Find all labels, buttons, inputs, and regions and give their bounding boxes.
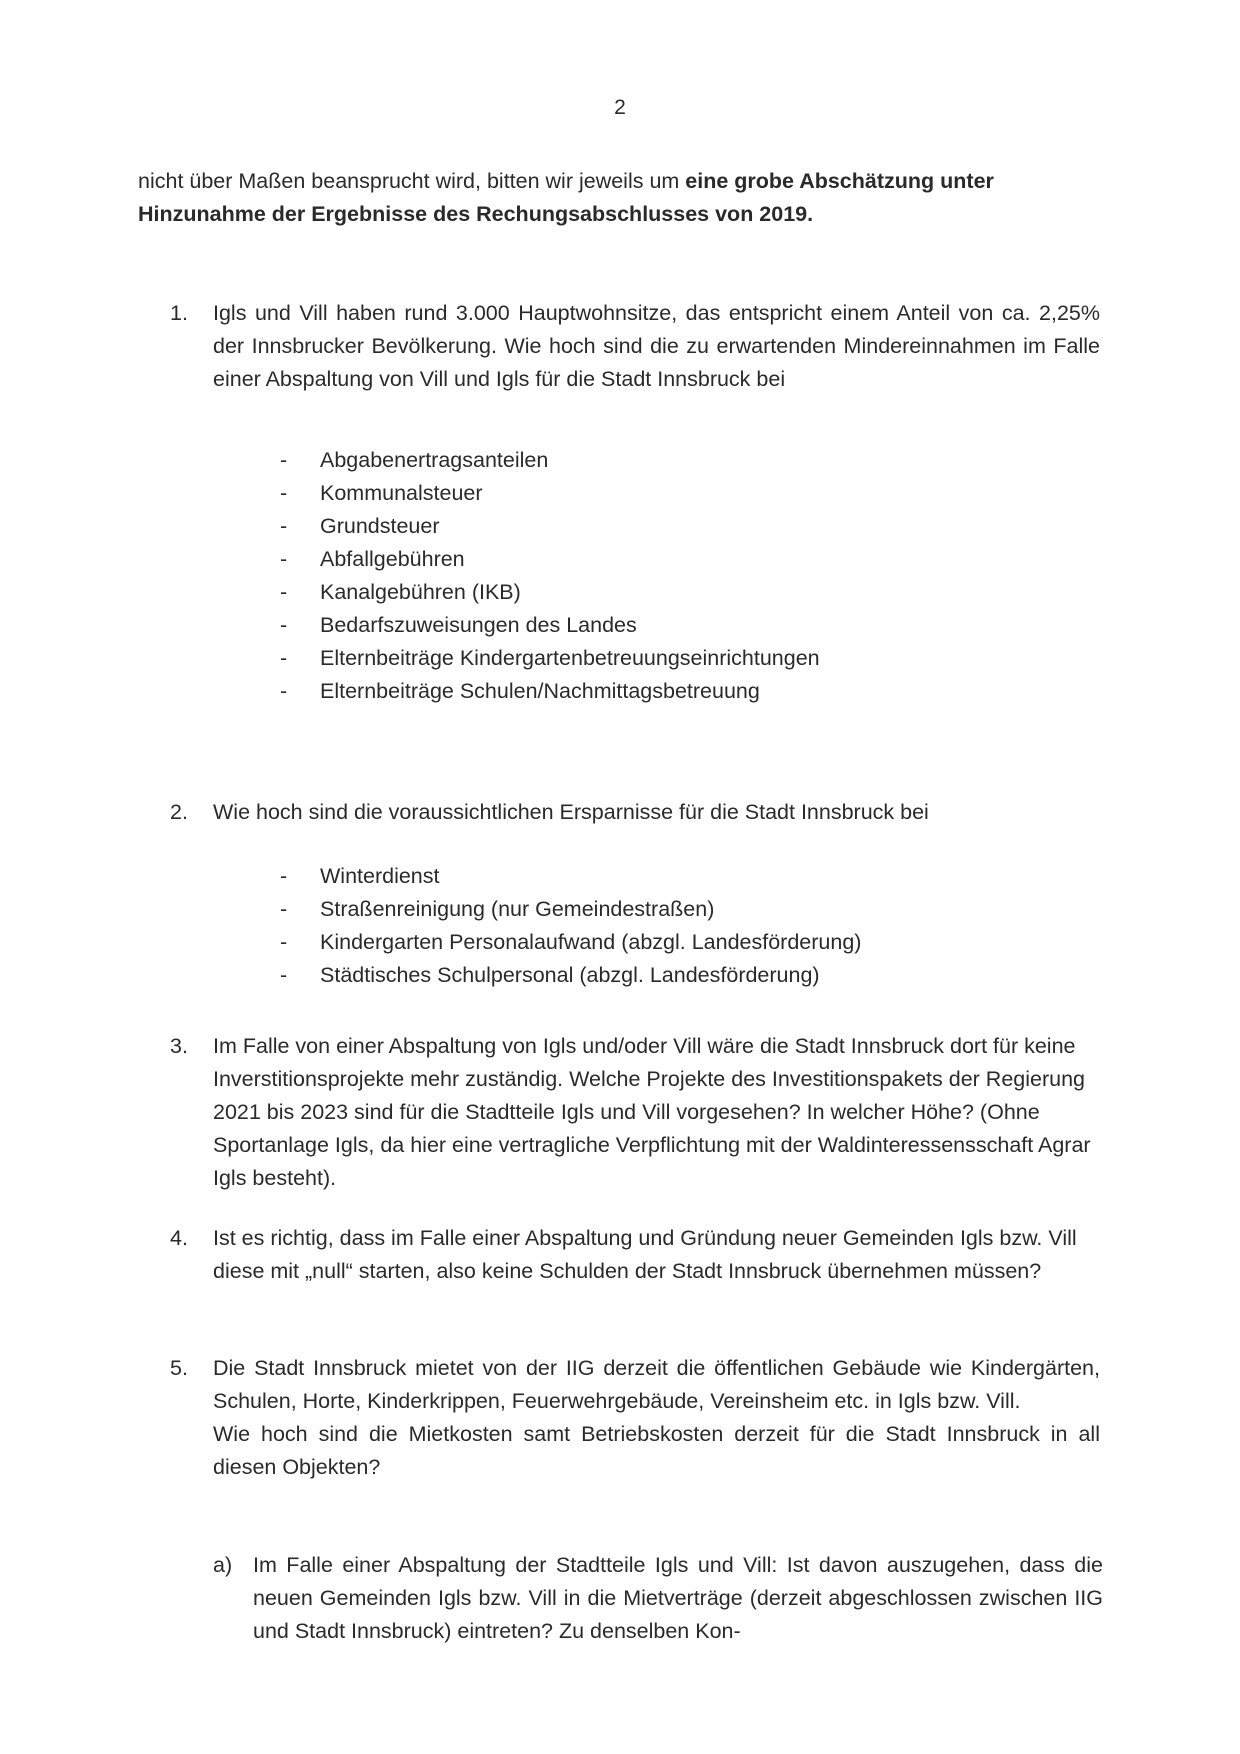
list-item: - Kindergarten Personalaufwand (abzgl. Landesförderung)	[280, 930, 862, 954]
list-item: - Kommunalsteuer	[280, 481, 483, 505]
list-item: - Straßenreinigung (nur Gemeindestraßen)	[280, 897, 715, 921]
question-text: Igls und Vill haben rund 3.000 Hauptwohnsitze, das entspricht einem Anteil von ca. 2,25% der Innsbrucker Bevölkerung. Wie hoch sind die zu erwartenden Mindereinnahmen im Falle einer Abspaltung von Vill und Igls für die Stadt Innsbruck bei	[213, 301, 1100, 391]
list-item: - Abgabenertragsanteilen	[280, 448, 549, 472]
intro-text: nicht über Maßen beansprucht wird, bitten wir jeweils um	[138, 169, 686, 193]
sub-question-a	[213, 1549, 1103, 1648]
question-number: 5.	[170, 1356, 188, 1380]
list-item: - Elternbeiträge Schulen/Nachmittagsbetreuung	[280, 679, 760, 703]
list-item: - Kanalgebühren (IKB)	[280, 580, 521, 604]
question-text: Wie hoch sind die voraussichtlichen Ersparnisse für die Stadt Innsbruck bei	[213, 800, 929, 824]
bullet-list-1	[280, 444, 820, 708]
question-5	[170, 1352, 1100, 1484]
question-text: Ist es richtig, dass im Falle einer Abspaltung und Gründung neuer Gemeinden Igls bzw. Vill diese mit „null“ starten, also keine Schulden der Stadt Innsbruck übernehmen müssen?	[213, 1226, 1077, 1283]
question-3	[170, 1030, 1100, 1195]
page-number: 2	[614, 96, 626, 119]
question-text: Im Falle von einer Abspaltung von Igls und/oder Vill wäre die Stadt Innsbruck dort für keine Inverstitionsprojekte mehr zuständig. Welche Projekte des Investitionspakets der Regierung 2021 bis 2023 sind für die Stadtteile Igls und Vill vorgesehen? In welcher Höhe? (Ohne Sportanlage Igls, da hier eine vertragliche Verpflichtung mit der Waldinteressensschaft Agrar Igls besteht).	[213, 1034, 1091, 1190]
question-4	[170, 1222, 1100, 1288]
sub-question-number: a)	[213, 1553, 233, 1577]
question-text: Die Stadt Innsbruck mietet von der IIG derzeit die öffentlichen Gebäude wie Kindergärten, Schulen, Horte, Kinderkrippen, Feuerwehrgebäude, Vereinsheim etc. in Igls bzw. Vill.	[213, 1356, 1100, 1413]
list-item: - Elternbeiträge Kindergartenbetreuungseinrichtungen	[280, 646, 820, 670]
intro-paragraph	[138, 165, 1098, 231]
question-number: 3.	[170, 1034, 188, 1058]
question-text-continued: Wie hoch sind die Mietkosten samt Betriebskosten derzeit für die Stadt Innsbruck in all diesen Objekten?	[213, 1422, 1100, 1479]
list-item: - Winterdienst	[280, 864, 440, 888]
list-item: - Grundsteuer	[280, 514, 440, 538]
bullet-list-2	[280, 860, 861, 992]
question-number: 2.	[170, 800, 188, 824]
question-number: 4.	[170, 1226, 188, 1250]
question-number: 1.	[170, 301, 188, 325]
list-item: - Abfallgebühren	[280, 547, 465, 571]
sub-question-text: Im Falle einer Abspaltung der Stadtteile Igls und Vill: Ist davon auszugehen, dass die neuen Gemeinden Igls bzw. Vill in die Mietverträge (derzeit abgeschlossen zwischen IIG und Stadt Innsbruck) eintreten? Zu denselben Kon-	[253, 1553, 1103, 1643]
list-item: - Städtisches Schulpersonal (abzgl. Landesförderung)	[280, 963, 820, 987]
question-1	[170, 297, 1100, 396]
list-item: - Bedarfszuweisungen des Landes	[280, 613, 637, 637]
question-2	[170, 796, 1100, 829]
intro-bold-text: eine grobe Abschätzung unter Hinzunahme der Ergebnisse des Rechungsabschlusses von 2019.	[138, 169, 994, 226]
